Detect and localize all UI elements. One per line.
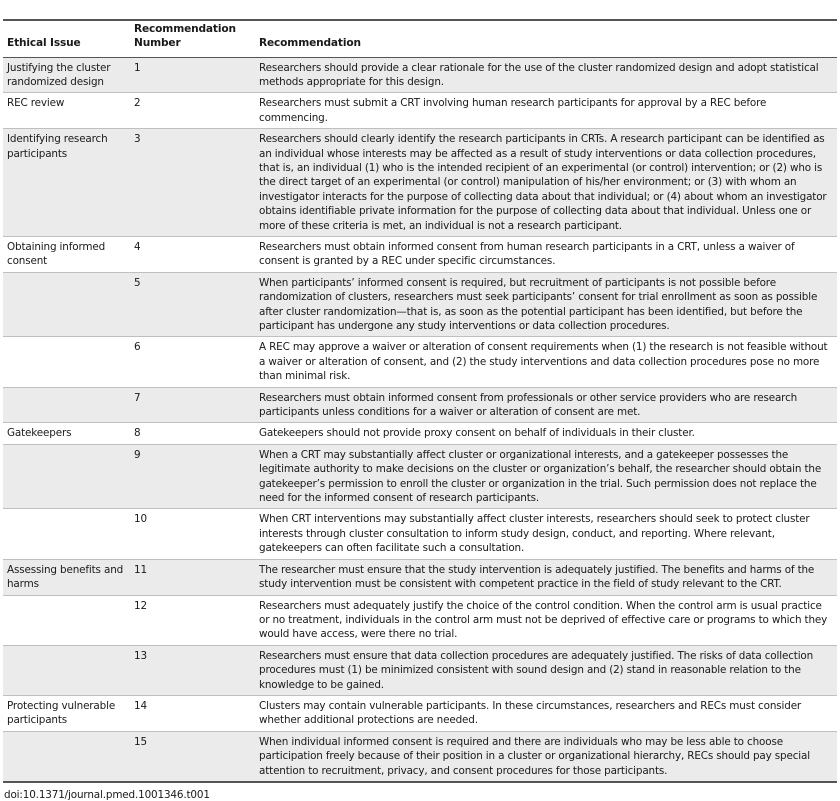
table-header [3, 21, 837, 57]
cell-ethical-issue [3, 731, 130, 782]
table-row [3, 337, 837, 387]
cell-recommendation-number: 4 [134, 240, 141, 253]
cell-recommendation-number: 11 [130, 559, 255, 595]
table-container [3, 0, 837, 801]
cell-recommendation-number: 3 [130, 129, 255, 237]
cell-recommendation: Researchers must obtain informed consent from human research participants in a CRT, unless a waiver of consent is granted by a REC under specific circumstances. [259, 240, 795, 268]
cell-ethical-issue [3, 509, 130, 559]
table-row [3, 559, 837, 595]
header-ethical-issue: Ethical Issue [7, 37, 81, 50]
table-row [3, 93, 837, 129]
cell-ethical-issue [3, 595, 130, 645]
cell-recommendation: The researcher must ensure that the study intervention is adequately justified. The benefits and harms of the study intervention must be consistent with competent practice in the field of study relevant to the CRT. [255, 559, 837, 595]
table-row [3, 595, 837, 645]
cell-recommendation: Researchers should provide a clear rationale for the use of the cluster randomized design and adopt statistical methods appropriate for this design. [255, 57, 837, 93]
recommendations-table [3, 21, 837, 783]
cell-ethical-issue: Gatekeepers [7, 427, 72, 440]
table-row [3, 387, 837, 423]
table-row [3, 695, 837, 731]
cell-recommendation: Researchers must ensure that data collection procedures are adequately justified. The risks of data collection procedures must (1) be minimized consistent with sound design and (2) stand in reasonable relation to the knowledge to be gained. [255, 645, 837, 695]
table-row [3, 57, 837, 93]
cell-recommendation-number: 15 [130, 731, 255, 782]
cell-ethical-issue: Protecting vulnerable participants [7, 699, 116, 727]
cell-recommendation: Researchers must adequately justify the choice of the control condition. When the control arm is usual practice or no treatment, individuals in the control arm must not be deprived of effective care or programs to which they would have access, were there no trial. [259, 599, 828, 641]
cell-ethical-issue [3, 444, 130, 509]
cell-ethical-issue: Justifying the cluster randomized design [3, 57, 130, 93]
cell-recommendation: Researchers should clearly identify the research participants in CRTs. A research participant can be identified as an individual whose interests may be affected as a result of study interventions or data collection procedures, that is, an individual (1) who is the intended recipient of an experimental (or control) intervention; or (2) who is the direct target of an experimental (or control) manipulation of his/her environment; or (3) with whom an investigator interacts for the purpose of collecting data about that individual; or (4) about whom an investigator obtains identifiable private information for the purpose of collecting data about that individual. Unless one or more of these criteria is met, an individual is not a research participant. [255, 129, 837, 237]
table-body [3, 57, 837, 782]
cell-ethical-issue: Obtaining informed consent [7, 240, 106, 268]
cell-ethical-issue: REC review [7, 97, 65, 110]
cell-ethical-issue [3, 645, 130, 695]
table-row [3, 236, 837, 272]
cell-recommendation: Researchers must submit a CRT involving human research participants for approval by a REC before commencing. [259, 97, 767, 124]
cell-recommendation: When a CRT may substantially affect cluster or organizational interests, and a gatekeeper possesses the legitimate authority to make decisions on the cluster or organization’s behalf, the researcher should obtain the gatekeeper’s permission to enroll the cluster or organization in the trial. Such permission does not replace the need for the informed consent of research participants. [255, 444, 837, 509]
doi-footnote: doi:10.1371/journal.pmed.1001346.t001 [4, 788, 210, 801]
table-row [3, 272, 837, 337]
cell-recommendation-number: 8 [134, 427, 141, 440]
cell-ethical-issue [3, 387, 130, 423]
cell-ethical-issue [3, 337, 130, 387]
header-recommendation: Recommendation [259, 37, 361, 50]
cell-recommendation: When individual informed consent is required and there are individuals who may be less able to choose participation freely because of their position in a cluster or organizational hierarchy, RECs should pay special attention to recruitment, privacy, and consent procedures for those participants. [255, 731, 837, 782]
cell-ethical-issue: Identifying research participants [3, 129, 130, 237]
table-row [3, 129, 837, 237]
cell-ethical-issue [3, 272, 130, 337]
table-row [3, 423, 837, 444]
table-row [3, 731, 837, 782]
cell-recommendation: When CRT interventions may substantially affect cluster interests, researchers should seek to protect cluster interests through cluster consultation to inform study design, conduct, and reporting. Where relevant, gatekeepers can often facilitate such a consultation. [259, 513, 810, 555]
cell-recommendation: Clusters may contain vulnerable participants. In these circumstances, researchers and RECs must consider whether additional protections are needed. [259, 699, 802, 727]
cell-recommendation-number: 7 [130, 387, 255, 423]
cell-recommendation: Researchers must obtain informed consent from professionals or other service providers who are research participants unless conditions for a waiver or alteration of consent are met. [255, 387, 837, 423]
cell-ethical-issue: Assessing benefits and harms [3, 559, 130, 595]
cell-recommendation-number: 12 [134, 599, 147, 612]
cell-recommendation: Gatekeepers should not provide proxy consent on behalf of individuals in their cluster. [259, 427, 695, 440]
table-row [3, 509, 837, 559]
table-row [3, 444, 837, 509]
cell-recommendation-number: 6 [134, 341, 141, 354]
cell-recommendation-number: 14 [134, 699, 147, 712]
cell-recommendation-number: 13 [130, 645, 255, 695]
cell-recommendation-number: 9 [130, 444, 255, 509]
cell-recommendation-number: 2 [134, 97, 141, 110]
header-recommendation-number: Recommendation Number [134, 22, 236, 50]
cell-recommendation-number: 1 [130, 57, 255, 93]
cell-recommendation-number: 5 [130, 272, 255, 337]
cell-recommendation: A REC may approve a waiver or alteration of consent requirements when (1) the research is not feasible without a waiver or alteration of consent, and (2) the study interventions and data collection procedures pose no more than minimal risk. [259, 341, 828, 383]
table-row [3, 645, 837, 695]
cell-recommendation: When participants’ informed consent is required, but recruitment of participants is not possible before randomization of clusters, researchers must seek participants’ consent for trial enrollment as soon as possible after cluster randomization—that is, as soon as the potential participant has been identified, but before the participant has undergone any study interventions or data collection procedures. [255, 272, 837, 337]
cell-recommendation-number: 10 [134, 513, 147, 526]
